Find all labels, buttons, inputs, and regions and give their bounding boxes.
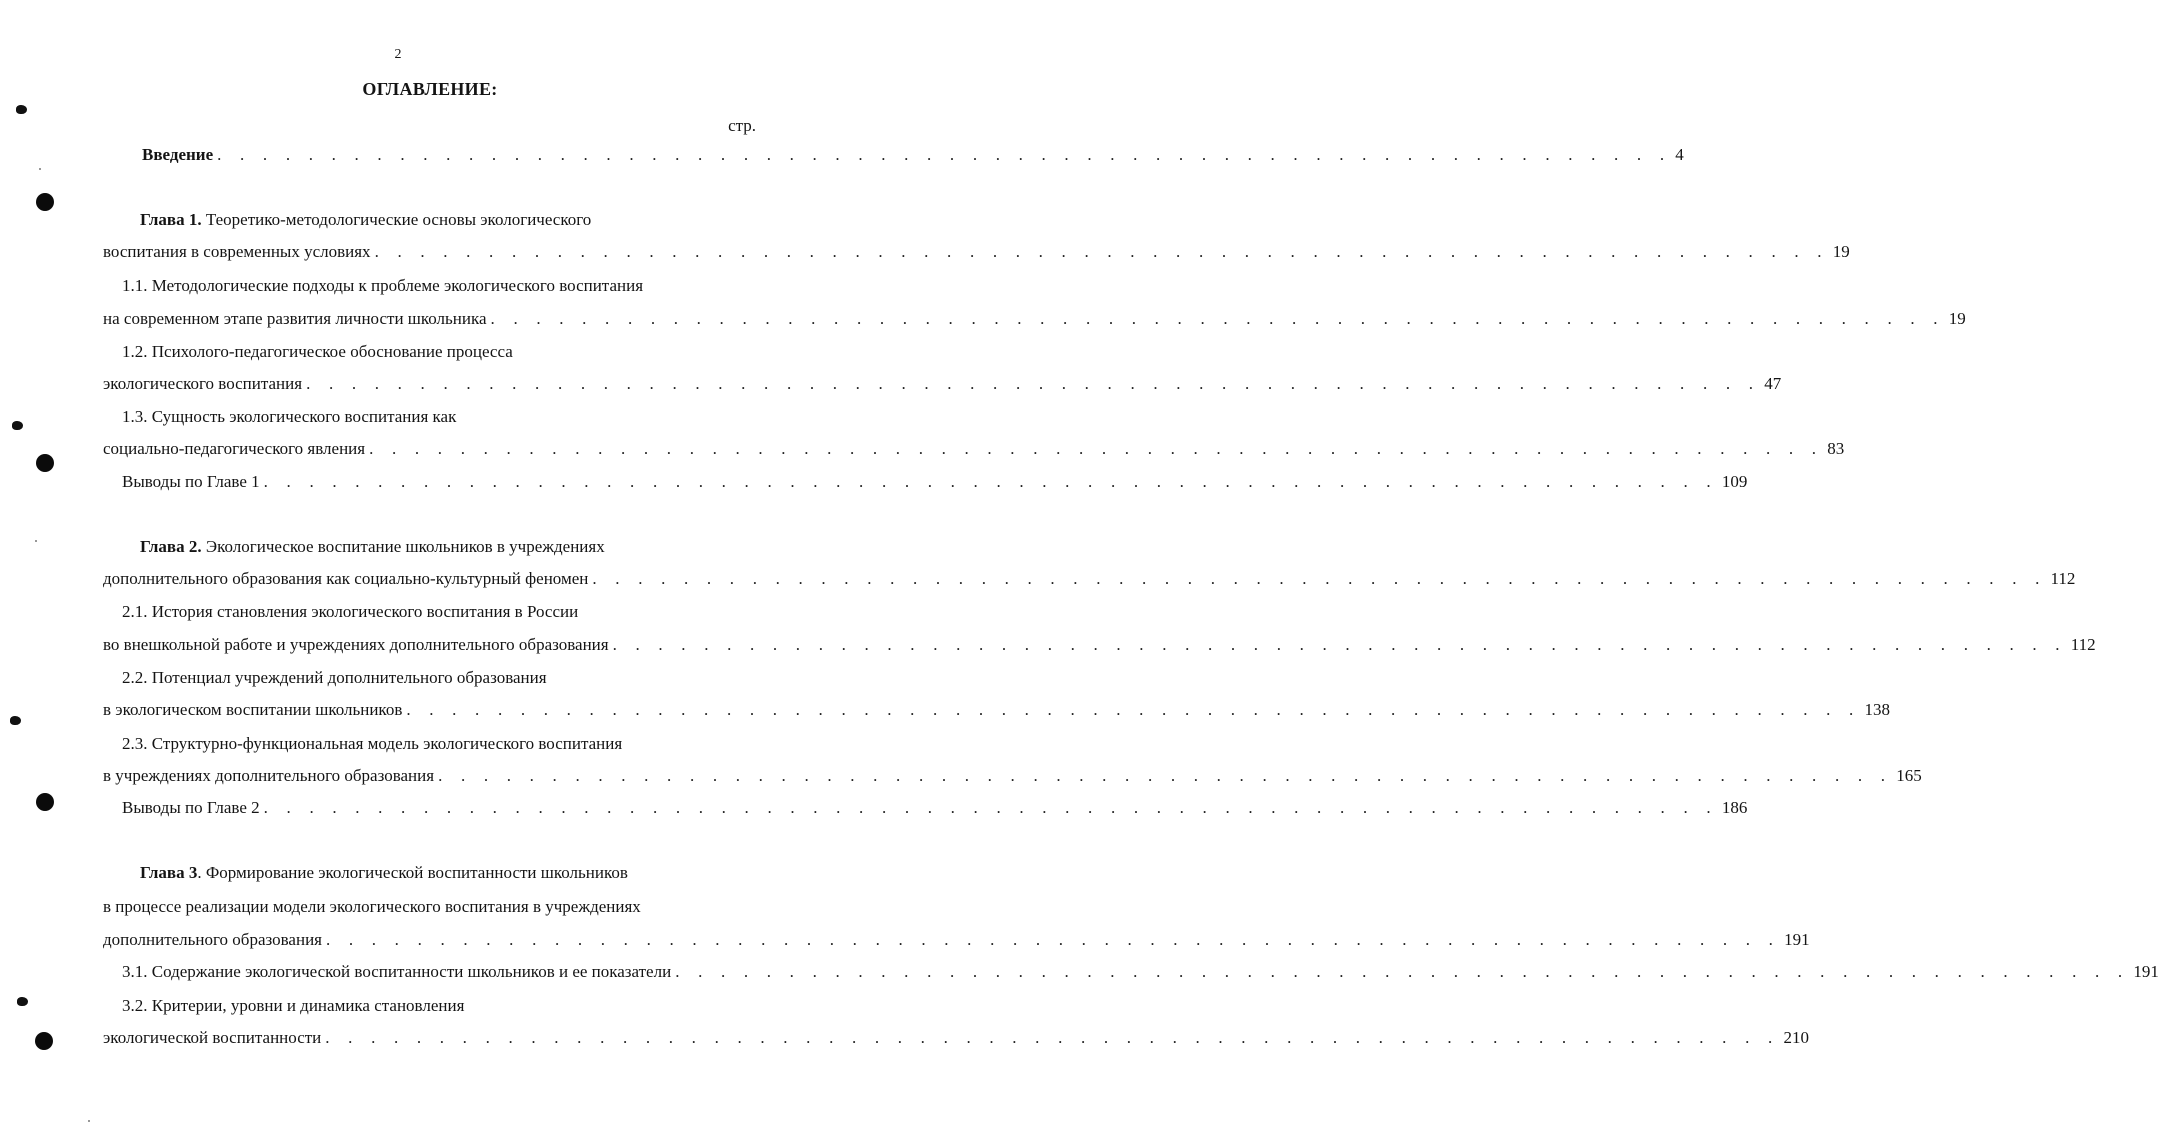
toc-page-number: 112 [2050, 569, 2076, 588]
chapter-title-line: Теоретико-методологические основы экологического [201, 210, 592, 229]
dot-leader: . . . . . . . . . . . . . . . . . . . . . . . . . . . . . . . . . . . . . . . . . . . . . . . . . . . . . . . . . . . . . . . . [675, 962, 2130, 981]
section-1-3-entry[interactable] [103, 438, 1845, 460]
toc-entry-label: Введение [142, 145, 214, 164]
scan-mark [12, 421, 23, 430]
page-title: ОГЛАВЛЕНИЕ: [362, 79, 498, 99]
toc-entry-label: Выводы по Главе 2 [122, 798, 260, 817]
chapter-title-line: дополнительного образования [103, 930, 322, 949]
page-number: 2 [394, 47, 402, 62]
chapter-3-heading[interactable] [140, 862, 628, 884]
toc-page-number: 19 [1948, 309, 1966, 328]
section-3-1-entry[interactable] [122, 961, 2159, 983]
toc-page-number: 165 [1896, 766, 1922, 785]
punch-hole [36, 454, 54, 472]
section-title-line: 3.1. Содержание экологической воспитанности школьников и ее показатели [122, 962, 672, 981]
chapter-label: Глава 2. [140, 537, 202, 556]
dot-leader: . . . . . . . . . . . . . . . . . . . . . . . . . . . . . . . . . . . . . . . . . . . . . . . . . . . . . . . . . . . . . . . . [406, 700, 1861, 719]
section-2-2-title[interactable]: 2.2. Потенциал учреждений дополнительного образования [122, 668, 547, 687]
toc-entry-label: Выводы по Главе 1 [122, 472, 260, 491]
section-1-1-title[interactable]: 1.1. Методологические подходы к проблеме экологического воспитания [122, 276, 644, 295]
chapter-title-line: воспитания в современных условиях [103, 242, 371, 261]
chapter-label: Глава 1. [140, 210, 202, 229]
section-title-line: во внешкольной работе и учреждениях дополнительного образования [103, 635, 609, 654]
chapter-2-heading[interactable] [140, 536, 605, 558]
toc-page-number: 4 [1675, 145, 1684, 164]
toc-page-number: 186 [1721, 798, 1748, 817]
punch-hole [36, 193, 54, 211]
section-1-1-entry[interactable] [103, 308, 1966, 330]
scan-mark [16, 105, 27, 114]
toc-page-number: 138 [1864, 700, 1891, 719]
punch-hole [35, 1032, 53, 1050]
section-2-1-entry[interactable] [103, 634, 2096, 656]
dot-leader: . . . . . . . . . . . . . . . . . . . . . . . . . . . . . . . . . . . . . . . . . . . . . . . . . . . . . . . . . . . . . . . . [217, 145, 1672, 164]
toc-page-number: 83 [1827, 439, 1845, 458]
section-3-2-entry[interactable] [103, 1027, 1809, 1049]
dot-leader: . . . . . . . . . . . . . . . . . . . . . . . . . . . . . . . . . . . . . . . . . . . . . . . . . . . . . . . . . . . . . . . . [369, 439, 1824, 458]
section-2-3-title[interactable]: 2.3. Структурно-функциональная модель экологического воспитания [122, 734, 623, 753]
chapter-2-entry[interactable] [103, 568, 2076, 590]
chapter-title-line: дополнительного образования как социально-культурный феномен [103, 569, 589, 588]
section-2-2-entry[interactable] [103, 699, 1891, 721]
toc-page-number: 112 [2070, 635, 2096, 654]
section-title-line: социально-педагогического явления [103, 439, 366, 458]
toc-page-number: 191 [1784, 930, 1810, 949]
scan-speck [39, 168, 41, 170]
chapter-1-conclusion[interactable] [122, 471, 1748, 493]
dot-leader: . . . . . . . . . . . . . . . . . . . . . . . . . . . . . . . . . . . . . . . . . . . . . . . . . . . . . . . . . . . . . . . . [490, 309, 1945, 328]
punch-hole [36, 793, 54, 811]
section-2-1-title[interactable]: 2.1. История становления экологического воспитания в России [122, 602, 579, 621]
dot-leader: . . . . . . . . . . . . . . . . . . . . . . . . . . . . . . . . . . . . . . . . . . . . . . . . . . . . . . . . . . . . . . . . [325, 930, 1781, 949]
section-title-line: в экологическом воспитании школьников [103, 700, 403, 719]
chapter-1-entry[interactable] [103, 241, 1850, 263]
section-1-2-entry[interactable] [103, 373, 1782, 395]
dot-leader: . . . . . . . . . . . . . . . . . . . . . . . . . . . . . . . . . . . . . . . . . . . . . . . . . . . . . . . . . . . . . . . . [438, 766, 1893, 785]
scan-speck [35, 540, 37, 542]
dot-leader: . . . . . . . . . . . . . . . . . . . . . . . . . . . . . . . . . . . . . . . . . . . . . . . . . . . . . . . . . . . . . . . . [263, 472, 1718, 491]
section-title-line: экологической воспитанности [103, 1028, 322, 1047]
dot-leader: . . . . . . . . . . . . . . . . . . . . . . . . . . . . . . . . . . . . . . . . . . . . . . . . . . . . . . . . . . . . . . . . [612, 635, 2067, 654]
toc-page-number: 191 [2133, 962, 2159, 981]
toc-page-number: 210 [1783, 1028, 1809, 1047]
scan-speck [88, 1120, 90, 1122]
section-2-3-entry[interactable] [103, 765, 1922, 787]
dot-leader: . . . . . . . . . . . . . . . . . . . . . . . . . . . . . . . . . . . . . . . . . . . . . . . . . . . . . . . . . . . . . . . . [325, 1028, 1780, 1047]
section-title-line: в учреждениях дополнительного образования [103, 766, 435, 785]
chapter-3-entry[interactable] [103, 929, 1810, 951]
chapter-title-line: . Формирование экологической воспитанности школьников [197, 863, 628, 882]
page-column-label: стр. [728, 116, 756, 135]
chapter-3-title-line-2: в процессе реализации модели экологического воспитания в учреждениях [103, 897, 641, 916]
section-1-2-title[interactable]: 1.2. Психолого-педагогическое обоснование процесса [122, 342, 513, 361]
section-title-line: экологического воспитания [103, 374, 303, 393]
dot-leader: . . . . . . . . . . . . . . . . . . . . . . . . . . . . . . . . . . . . . . . . . . . . . . . . . . . . . . . . . . . . . . . . [592, 569, 2047, 588]
section-3-2-title[interactable]: 3.2. Критерии, уровни и динамика становления [122, 996, 465, 1015]
toc-page-number: 47 [1764, 374, 1782, 393]
scan-mark [17, 997, 28, 1006]
dot-leader: . . . . . . . . . . . . . . . . . . . . . . . . . . . . . . . . . . . . . . . . . . . . . . . . . . . . . . . . . . . . . . . . [374, 242, 1829, 261]
chapter-2-conclusion[interactable] [122, 797, 1748, 819]
toc-page-number: 19 [1832, 242, 1850, 261]
dot-leader: . . . . . . . . . . . . . . . . . . . . . . . . . . . . . . . . . . . . . . . . . . . . . . . . . . . . . . . . . . . . . . . . [263, 798, 1718, 817]
section-1-3-title[interactable]: 1.3. Сущность экологического воспитания как [122, 407, 457, 426]
toc-page-number: 109 [1721, 472, 1748, 491]
toc-entry-introduction[interactable] [142, 144, 1684, 166]
section-title-line: на современном этапе развития личности школьника [103, 309, 487, 328]
scan-mark [10, 716, 21, 725]
dot-leader: . . . . . . . . . . . . . . . . . . . . . . . . . . . . . . . . . . . . . . . . . . . . . . . . . . . . . . . . . . . . . . . . [306, 374, 1761, 393]
chapter-label: Глава 3 [140, 863, 198, 882]
chapter-title-line: Экологическое воспитание школьников в учреждениях [201, 537, 605, 556]
chapter-1-heading[interactable] [140, 209, 591, 231]
